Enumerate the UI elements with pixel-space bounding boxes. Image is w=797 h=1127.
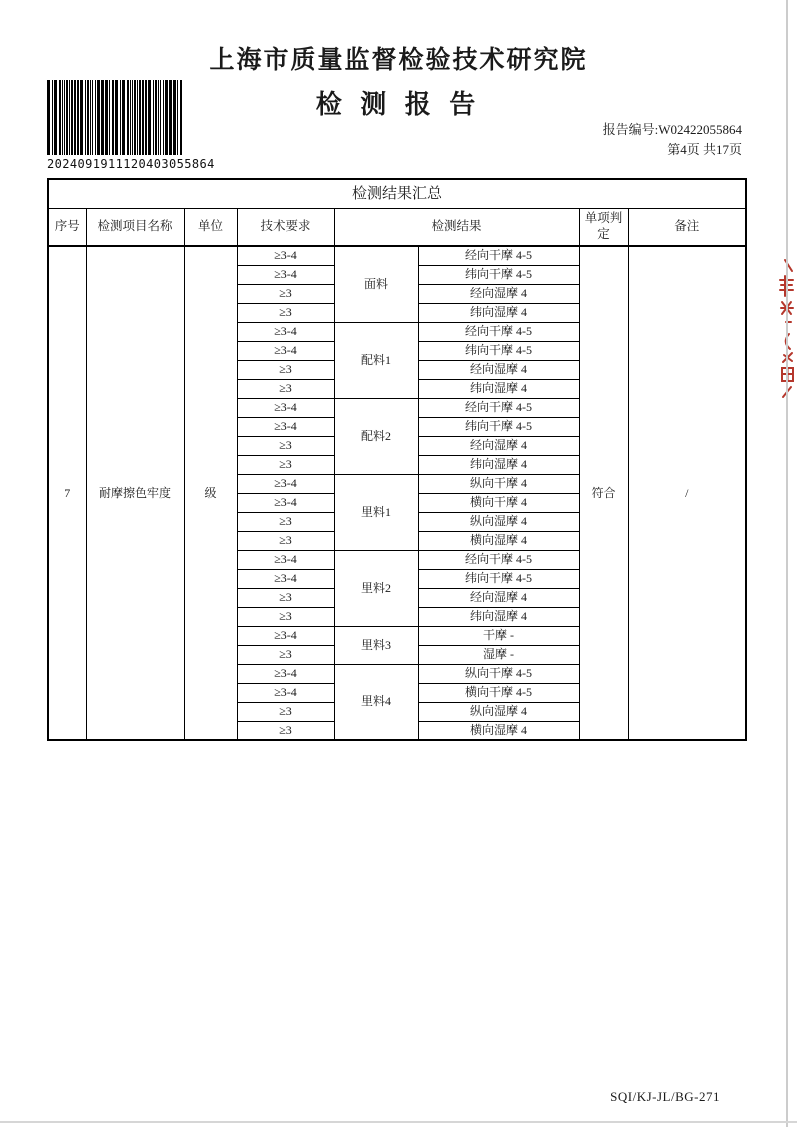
result-cell: 横向干摩 4 <box>418 493 579 512</box>
table-title: 检测结果汇总 <box>48 179 746 209</box>
result-cell: 经向干摩 4-5 <box>418 322 579 341</box>
result-cell: 经向湿摩 4 <box>418 436 579 455</box>
col-header-result: 检测结果 <box>334 209 579 247</box>
requirement-cell: ≥3-4 <box>237 493 334 512</box>
result-cell: 纵向干摩 4-5 <box>418 664 579 683</box>
result-cell: 湿摩 - <box>418 645 579 664</box>
barcode <box>47 80 215 171</box>
result-cell: 经向干摩 4-5 <box>418 246 579 265</box>
requirement-cell: ≥3-4 <box>237 664 334 683</box>
column-header-row <box>48 209 746 247</box>
requirement-cell: ≥3 <box>237 607 334 626</box>
requirement-cell: ≥3-4 <box>237 626 334 645</box>
result-cell: 横向湿摩 4 <box>418 721 579 740</box>
result-cell: 经向湿摩 4 <box>418 588 579 607</box>
result-cell: 纬向干摩 4-5 <box>418 569 579 588</box>
material-cell: 里料4 <box>334 664 418 740</box>
document-title: 检 测 报 告 <box>315 90 482 119</box>
requirement-cell: ≥3 <box>237 588 334 607</box>
col-header-remark: 备注 <box>628 209 746 247</box>
page-edge-shadow-bottom <box>0 1121 797 1123</box>
results-table <box>47 178 747 741</box>
requirement-cell: ≥3 <box>237 455 334 474</box>
requirement-cell: ≥3 <box>237 436 334 455</box>
material-cell: 里料1 <box>334 474 418 550</box>
requirement-cell: ≥3-4 <box>237 322 334 341</box>
requirement-cell: ≥3-4 <box>237 398 334 417</box>
result-cell: 纬向干摩 4-5 <box>418 417 579 436</box>
material-cell: 里料3 <box>334 626 418 664</box>
requirement-cell: ≥3 <box>237 284 334 303</box>
requirement-cell: ≥3-4 <box>237 550 334 569</box>
barcode-number: 2024091911120403055864 <box>47 157 215 171</box>
requirement-cell: ≥3-4 <box>237 265 334 284</box>
col-header-judgement: 单项判定 <box>579 209 628 247</box>
result-cell: 纬向干摩 4-5 <box>418 265 579 284</box>
requirement-cell: ≥3-4 <box>237 474 334 493</box>
result-cell: 纬向湿摩 4 <box>418 379 579 398</box>
requirement-cell: ≥3-4 <box>237 569 334 588</box>
result-cell: 纬向湿摩 4 <box>418 455 579 474</box>
requirement-cell: ≥3-4 <box>237 417 334 436</box>
remark-cell: / <box>628 246 746 740</box>
result-row <box>48 246 746 265</box>
requirement-cell: ≥3 <box>237 531 334 550</box>
material-cell: 配料2 <box>334 398 418 474</box>
result-cell: 横向干摩 4-5 <box>418 683 579 702</box>
requirement-cell: ≥3 <box>237 645 334 664</box>
material-cell: 配料1 <box>334 322 418 398</box>
col-header-item: 检测项目名称 <box>86 209 184 247</box>
table-title-row <box>48 179 746 209</box>
report-number: 报告编号:W02422055864 <box>602 122 742 137</box>
item-name-cell: 耐摩擦色牢度 <box>86 246 184 740</box>
result-cell: 经向湿摩 4 <box>418 360 579 379</box>
col-header-seq: 序号 <box>48 209 86 247</box>
requirement-cell: ≥3 <box>237 721 334 740</box>
result-cell: 纵向湿摩 4 <box>418 702 579 721</box>
seq-cell: 7 <box>48 246 86 740</box>
col-header-unit: 单位 <box>184 209 237 247</box>
result-cell: 纬向干摩 4-5 <box>418 341 579 360</box>
requirement-cell: ≥3 <box>237 379 334 398</box>
requirement-cell: ≥3 <box>237 512 334 531</box>
result-cell: 纬向湿摩 4 <box>418 303 579 322</box>
result-cell: 纵向湿摩 4 <box>418 512 579 531</box>
result-cell: 纵向干摩 4 <box>418 474 579 493</box>
unit-cell: 级 <box>184 246 237 740</box>
page-edge-shadow-right <box>786 0 788 1127</box>
requirement-cell: ≥3 <box>237 303 334 322</box>
page-number: 第4页 共17页 <box>667 142 742 157</box>
organization-title: 上海市质量监督检验技术研究院 <box>209 47 588 74</box>
material-cell: 里料2 <box>334 550 418 626</box>
result-cell: 干摩 - <box>418 626 579 645</box>
footer-document-code: SQI/KJ-JL/BG-271 <box>610 1089 720 1104</box>
result-cell: 横向湿摩 4 <box>418 531 579 550</box>
results-tbody <box>48 179 746 740</box>
requirement-cell: ≥3 <box>237 360 334 379</box>
result-cell: 经向湿摩 4 <box>418 284 579 303</box>
judgement-cell: 符合 <box>579 246 628 740</box>
red-stamp-fragment-icon <box>772 258 794 400</box>
requirement-cell: ≥3 <box>237 702 334 721</box>
requirement-cell: ≥3-4 <box>237 341 334 360</box>
result-cell: 纬向湿摩 4 <box>418 607 579 626</box>
material-cell: 面料 <box>334 246 418 322</box>
barcode-bars-icon <box>47 80 190 155</box>
col-header-requirement: 技术要求 <box>237 209 334 247</box>
result-cell: 经向干摩 4-5 <box>418 550 579 569</box>
requirement-cell: ≥3-4 <box>237 246 334 265</box>
requirement-cell: ≥3-4 <box>237 683 334 702</box>
result-cell: 经向干摩 4-5 <box>418 398 579 417</box>
